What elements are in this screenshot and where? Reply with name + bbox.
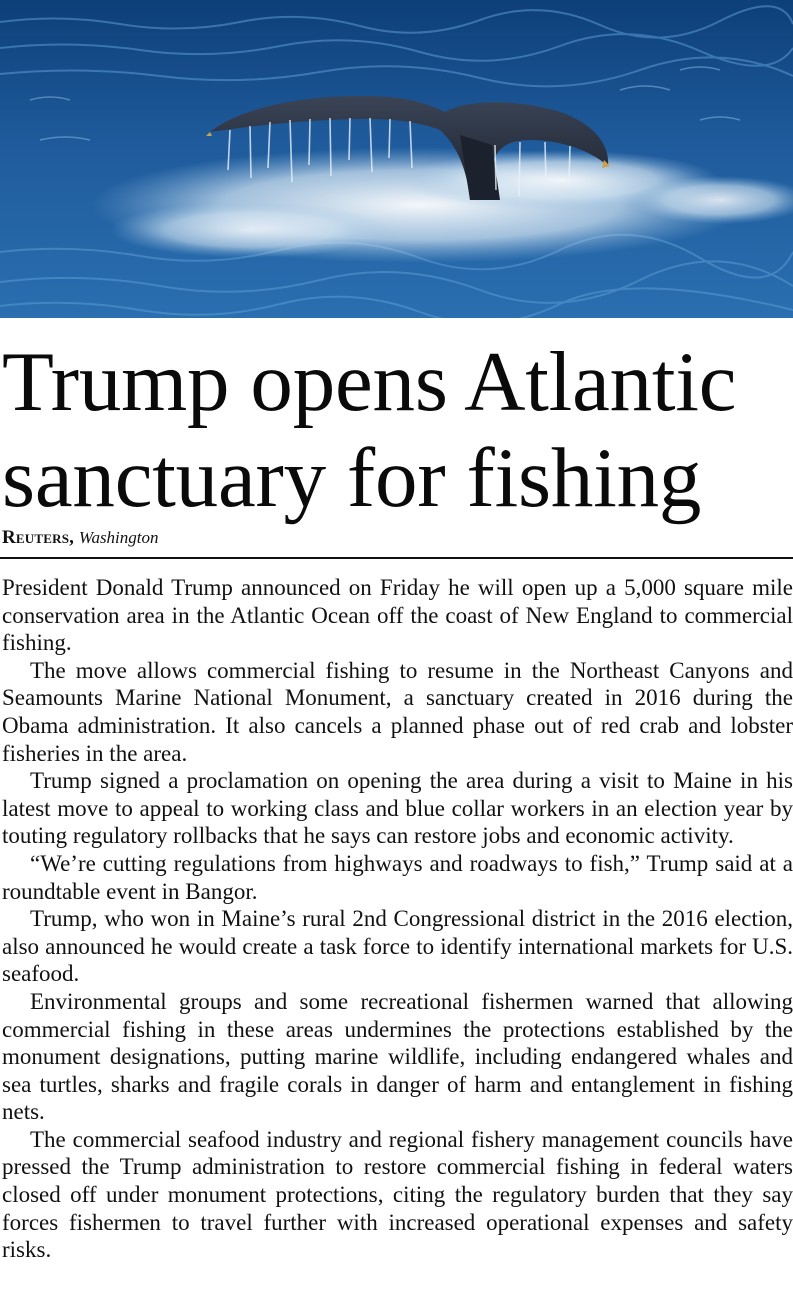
article-paragraph: Trump signed a proclamation on opening the area during a visit to Maine in his latest move to appeal to working class and blue collar workers in an election year by touting regulatory rollbacks that he says can restore jobs and economic activity. [2,768,793,849]
article-paragraph: President Donald Trump announced on Friday he will open up a 5,000 square mile conservation area in the Atlantic Ocean off the coast of New England to commercial fishing. [2,575,793,656]
whale-tail-photo [0,0,793,318]
article-paragraph: “We’re cutting regulations from highways and roadways to fish,” Trump said at a roundtable event in Bangor. [2,850,793,904]
byline-divider [0,557,793,559]
headline-line-1: Trump opens Atlantic [2,335,737,429]
byline-city: Washington [78,528,159,547]
whale-tail-image [0,0,793,318]
byline [2,527,159,549]
article-paragraph: The move allows commercial fishing to resume in the Northeast Canyons and Seamounts Marine National Monument, a sanctuary created in 2016 during the Obama administration. It also cancels a planned phase out of red crab and lobster fisheries in the area. [2,657,793,766]
article-paragraph: Trump, who won in Maine’s rural 2nd Congressional district in the 2016 election, also announced he would create a task force to identify international markets for U.S. seafood. [2,906,793,987]
headline [2,334,793,526]
byline-agency: Reuters, [2,527,75,548]
article-paragraph: The commercial seafood industry and regional fishery management councils have pressed the Trump administration to restore commercial fishing in federal waters closed off under monument protections, citing the regulatory burden that they say forces fishermen to travel further with increased operational expenses and safety risks. [2,1126,793,1263]
headline-line-2: sanctuary for fishing [2,431,702,525]
article-body [2,574,793,1264]
article-paragraph: Environmental groups and some recreational fishermen warned that allowing commercial fishing in these areas undermines the protections established by the monument designations, putting marine wildlife, including endangered whales and sea turtles, sharks and fragile corals in danger of harm and entanglement in fishing nets. [2,988,793,1125]
